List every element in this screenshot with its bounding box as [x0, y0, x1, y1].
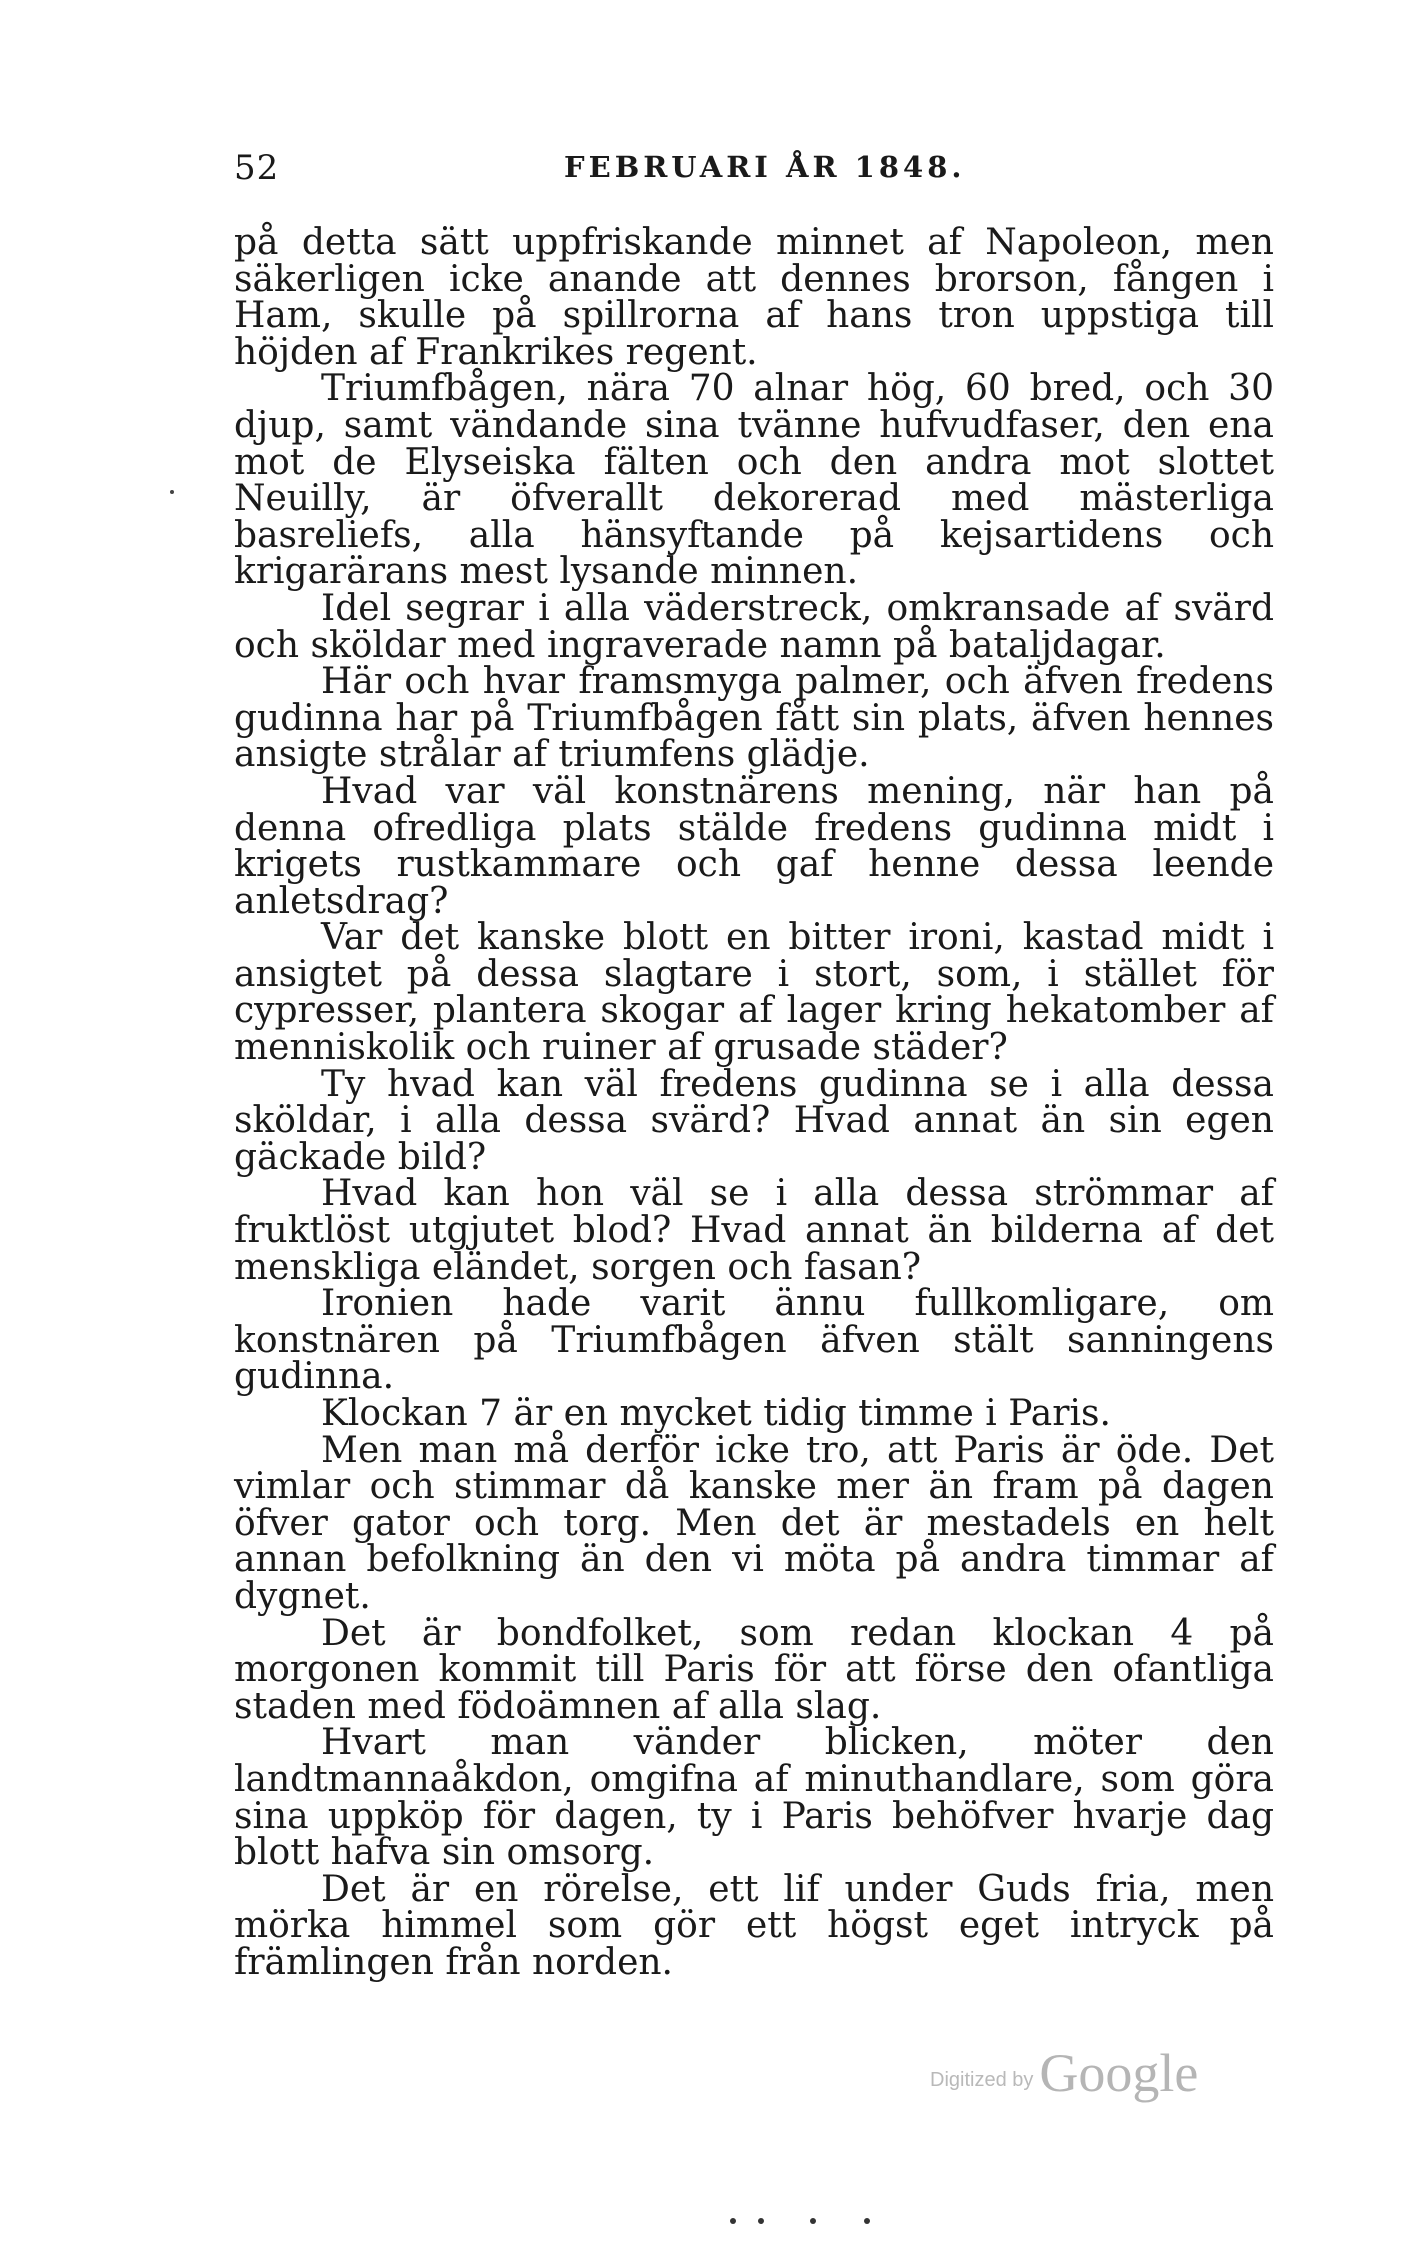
paragraph: Ironien hade varit ännu fullkomligare, om konstnären på Triumfbågen äfven stält sanningens gudinna. [234, 1283, 1274, 1398]
paragraph: Här och hvar framsmyga palmer, och äfven fredens gudinna har på Triumfbågen fått sin plats, äfven hennes ansigte strålar af triumfens glädje. [234, 661, 1274, 776]
paragraph: på detta sätt uppfriskande minnet af Napoleon, men säkerligen icke anande att dennes brorson, fången i Ham, skulle på spillrorna af hans tron uppstiga till höjden af Frankrikes regent. [234, 222, 1274, 373]
paragraph: Idel segrar i alla väderstreck, omkransade af svärd och sköldar med ingraverade namn på bataljdagar. [234, 587, 1274, 666]
paragraph: Men man må derför icke tro, att Paris är öde. Det vimlar och stimmar då kanske mer än fram på dagen öfver gator och torg. Men det är mestadels en helt annan befolkning än den vi möta på andra timmar af dygnet. [234, 1429, 1274, 1617]
dot [864, 2218, 870, 2224]
bottom-dots [730, 2218, 870, 2224]
dot [730, 2218, 736, 2224]
paragraph: Ty hvad kan väl fredens gudinna se i alla dessa sköldar, i alla dessa svärd? Hvad annat än sin egen gäckade bild? [234, 1063, 1274, 1178]
body-text [234, 222, 1274, 1983]
paragraph: Hvad kan hon väl se i alla dessa strömmar af fruktlöst utgjutet blod? Hvad annat än bilderna af det menskliga eländet, sorgen och fasan? [234, 1173, 1274, 1288]
margin-mark [170, 490, 174, 494]
google-logo: Google [1039, 2043, 1199, 2103]
paragraph: Hvad var väl konstnärens mening, när han på denna ofredliga plats stälde fredens gudinna midt i krigets rustkammare och gaf henne dessa leende anletsdrag? [234, 770, 1274, 922]
dot [758, 2218, 764, 2224]
paragraph: Var det kanske blott en bitter ironi, kastad midt i ansigtet på dessa slagtare i stort, som, i stället för cypresser, plantera skogar af lager kring hekatomber af menniskolik och ruiner af grusade städer? [234, 917, 1274, 1069]
page-number: 52 [234, 148, 280, 188]
running-head: FEBRUARI ÅR 1848. [564, 150, 966, 184]
digitized-watermark [930, 2040, 1199, 2103]
paragraph: Hvart man vänder blicken, möter den landtmannaåkdon, omgifna af minuthandlare, som göra sina uppköp för dagen, ty i Paris behöfver hvarje dag blott hafva sin omsorg. [234, 1722, 1274, 1874]
paragraph: Det är en rörelse, ett lif under Guds fria, men mörka himmel som gör ett högst eget intryck på främlingen från norden. [234, 1868, 1274, 1983]
page-header [234, 148, 1259, 198]
paragraph: Klockan 7 är en mycket tidig timme i Paris. [321, 1393, 1111, 1434]
watermark-prefix: Digitized by [930, 2069, 1034, 2091]
paragraph: Triumfbågen, nära 70 alnar hög, 60 bred, och 30 djup, samt vändande sina tvänne hufvudfaser, den ena mot de Elyseiska fälten och den andra mot slottet Neuilly, är öfverallt dekorerad med mästerliga basreliefs, alla hänsyftande på kejsartidens och krigarärans mest lysande minnen. [234, 368, 1274, 593]
dot [810, 2218, 816, 2224]
paragraph: Det är bondfolket, som redan klockan 4 på morgonen kommit till Paris för att förse den ofantliga staden med födoämnen af alla slag. [234, 1612, 1274, 1727]
